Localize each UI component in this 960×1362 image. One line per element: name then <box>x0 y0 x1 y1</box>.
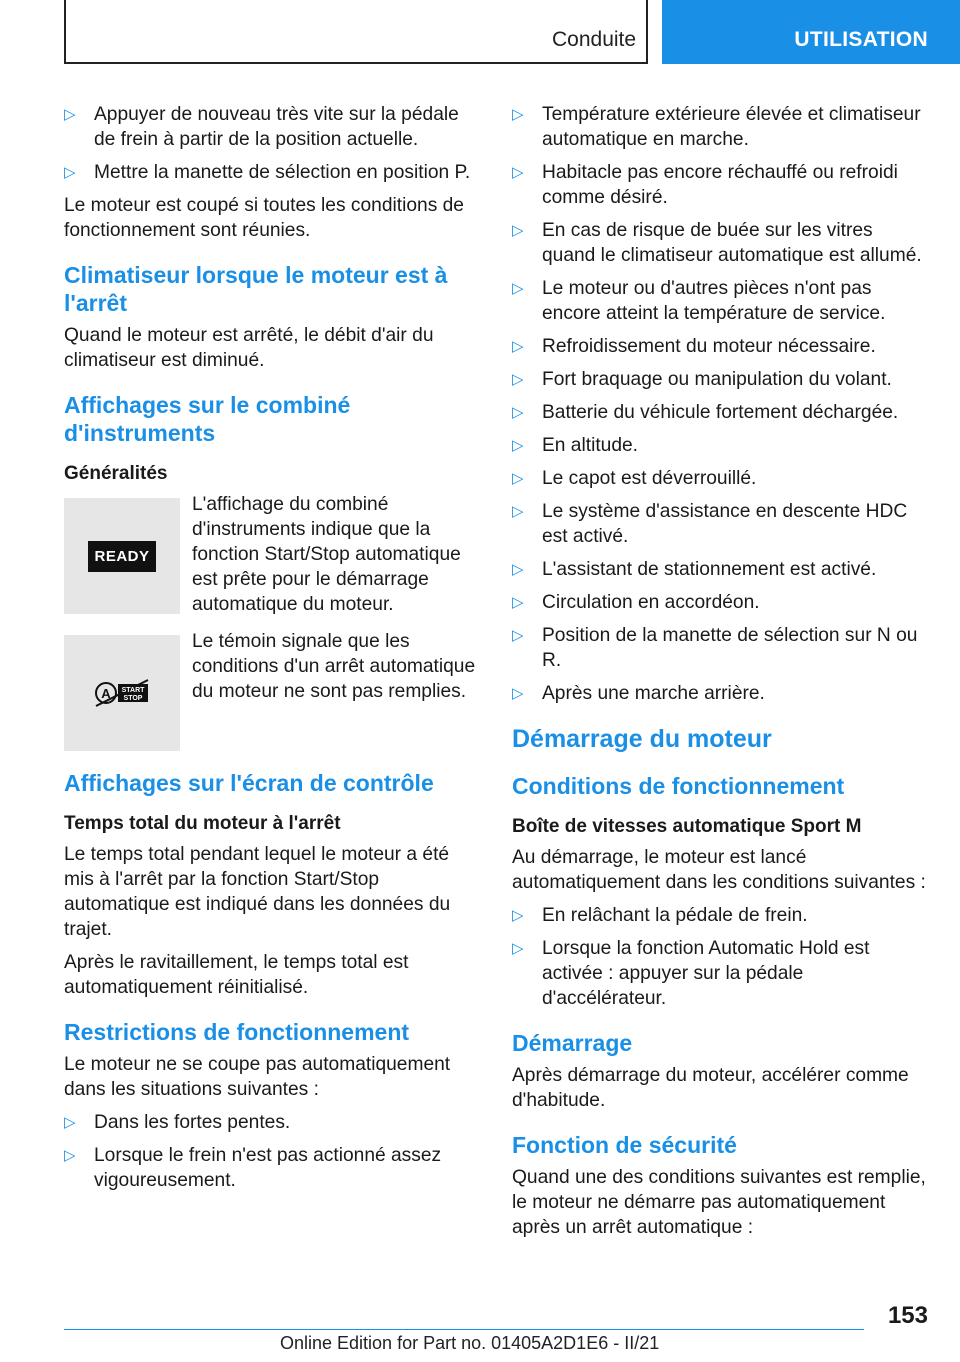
list-item: ▷ Refroidissement du moteur nécessaire. <box>512 334 930 359</box>
list-item: ▷ Après une marche arrière. <box>512 681 930 706</box>
svg-text:START: START <box>121 687 145 694</box>
startstop-indicator-image <box>64 635 180 751</box>
heading-boite: Boîte de vitesses automatique Sport M <box>512 816 862 837</box>
paragraph-temps-2: Après le ravitaillement, le temps total est automatiquement réinitialisé. <box>64 952 409 998</box>
ready-indicator-image <box>64 498 180 614</box>
paragraph-boite: Au démarrage, le moteur est lancé automatiquement dans les conditions suivantes : <box>512 847 926 893</box>
list-item: ▷ Dans les fortes pentes. <box>64 1110 482 1135</box>
heading-demarrage-moteur: Démarrage du moteur <box>512 725 772 753</box>
paragraph-climatiseur: Quand le moteur est arrêté, le débit d'air du climatiseur est diminué. <box>64 325 434 371</box>
list-item: ▷ Position de la manette de sélection sur N ou R. <box>512 623 930 673</box>
paragraph-demarrage: Après démarrage du moteur, accélérer comme d'habitude. <box>512 1065 909 1111</box>
ready-icon: READY <box>88 541 155 572</box>
paragraph-temps-1: Le temps total pendant lequel le moteur a été mis à l'arrêt par la fonction Start/Stop automatique est indiqué dans les données du trajet. <box>64 844 451 940</box>
startstop-indicator-row <box>64 629 482 751</box>
heading-conditions: Conditions de fonctionnement <box>512 773 845 799</box>
left-column <box>64 102 482 1201</box>
right-column <box>512 102 930 1248</box>
list-item: ▷ L'assistant de stationnement est activé. <box>512 557 930 582</box>
footer-edition: Online Edition for Part no. 01405A2D1E6 - II/21 <box>280 1333 660 1353</box>
heading-climatiseur: Climatiseur lorsque le moteur est à l'arrêt <box>64 262 448 316</box>
list-item: ▷ En cas de risque de buée sur les vitres quand le climatiseur automatique est allumé. <box>512 218 930 268</box>
heading-temps-total: Temps total du moteur à l'arrêt <box>64 813 341 834</box>
list-item: ▷ Le système d'assistance en descente HDC est activé. <box>512 499 930 549</box>
paragraph-restrictions: Le moteur ne se coupe pas automatiquement dans les situations suivantes : <box>64 1054 451 1100</box>
svg-text:A: A <box>101 686 111 701</box>
list-item: ▷ Lorsque le frein n'est pas actionné assez vigoureusement. <box>64 1143 482 1193</box>
ready-indicator-row <box>64 492 482 617</box>
list-item: ▷ En relâchant la pédale de frein. <box>512 903 930 928</box>
header-chapter-tab[interactable]: UTILISATION <box>662 0 960 64</box>
heading-generalites: Généralités <box>64 463 168 484</box>
header-section: Conduite <box>552 28 637 51</box>
heading-ecran: Affichages sur l'écran de contrôle <box>64 770 434 796</box>
heading-combine: Affichages sur le combiné d'instruments <box>64 392 351 446</box>
list-item: ▷ Température extérieure élevée et climatiseur automatique en marche. <box>512 102 930 152</box>
paragraph-securite: Quand une des conditions suivantes est remplie, le moteur ne démarre pas automatiquement après un arrêt automatique : <box>512 1167 926 1238</box>
page-number: 153 <box>887 1302 928 1329</box>
heading-demarrage: Démarrage <box>512 1030 633 1056</box>
list-item: ▷ Fort braquage ou manipulation du volant. <box>512 367 930 392</box>
heading-restrictions: Restrictions de fonctionnement <box>64 1019 410 1045</box>
list-item: ▷ Habitacle pas encore réchauffé ou refroidi comme désiré. <box>512 160 930 210</box>
ready-indicator-text: L'affichage du combiné d'instruments indique que la fonction Start/Stop automatique est prête pour le démarrage automatique du moteur. <box>192 494 461 615</box>
heading-securite: Fonction de sécurité <box>512 1132 737 1158</box>
list-item: ▷ Lorsque la fonction Automatic Hold est activée : appuyer sur la pédale d'accélérateur. <box>512 936 930 1011</box>
list-item: ▷ Batterie du véhicule fortement déchargée. <box>512 400 930 425</box>
start-stop-disabled-icon <box>94 678 150 708</box>
list-item: ▷ Appuyer de nouveau très vite sur la pédale de frein à partir de la position actuelle. <box>64 102 482 152</box>
list-item: ▷ Circulation en accordéon. <box>512 590 930 615</box>
list-item: ▷ En altitude. <box>512 433 930 458</box>
startstop-indicator-text: Le témoin signale que les conditions d'un arrêt automatique du moteur ne sont pas remplies. <box>192 631 476 702</box>
list-item: ▷ Le moteur ou d'autres pièces n'ont pas encore atteint la température de service. <box>512 276 930 326</box>
list-item: ▷ Le capot est déverrouillé. <box>512 466 930 491</box>
list-item: ▷ Mettre la manette de sélection en position P. <box>64 160 482 185</box>
paragraph-stop: Le moteur est coupé si toutes les conditions de fonctionnement sont réunies. <box>64 195 464 241</box>
footer-divider <box>64 1329 864 1330</box>
svg-text:STOP: STOP <box>123 695 143 702</box>
